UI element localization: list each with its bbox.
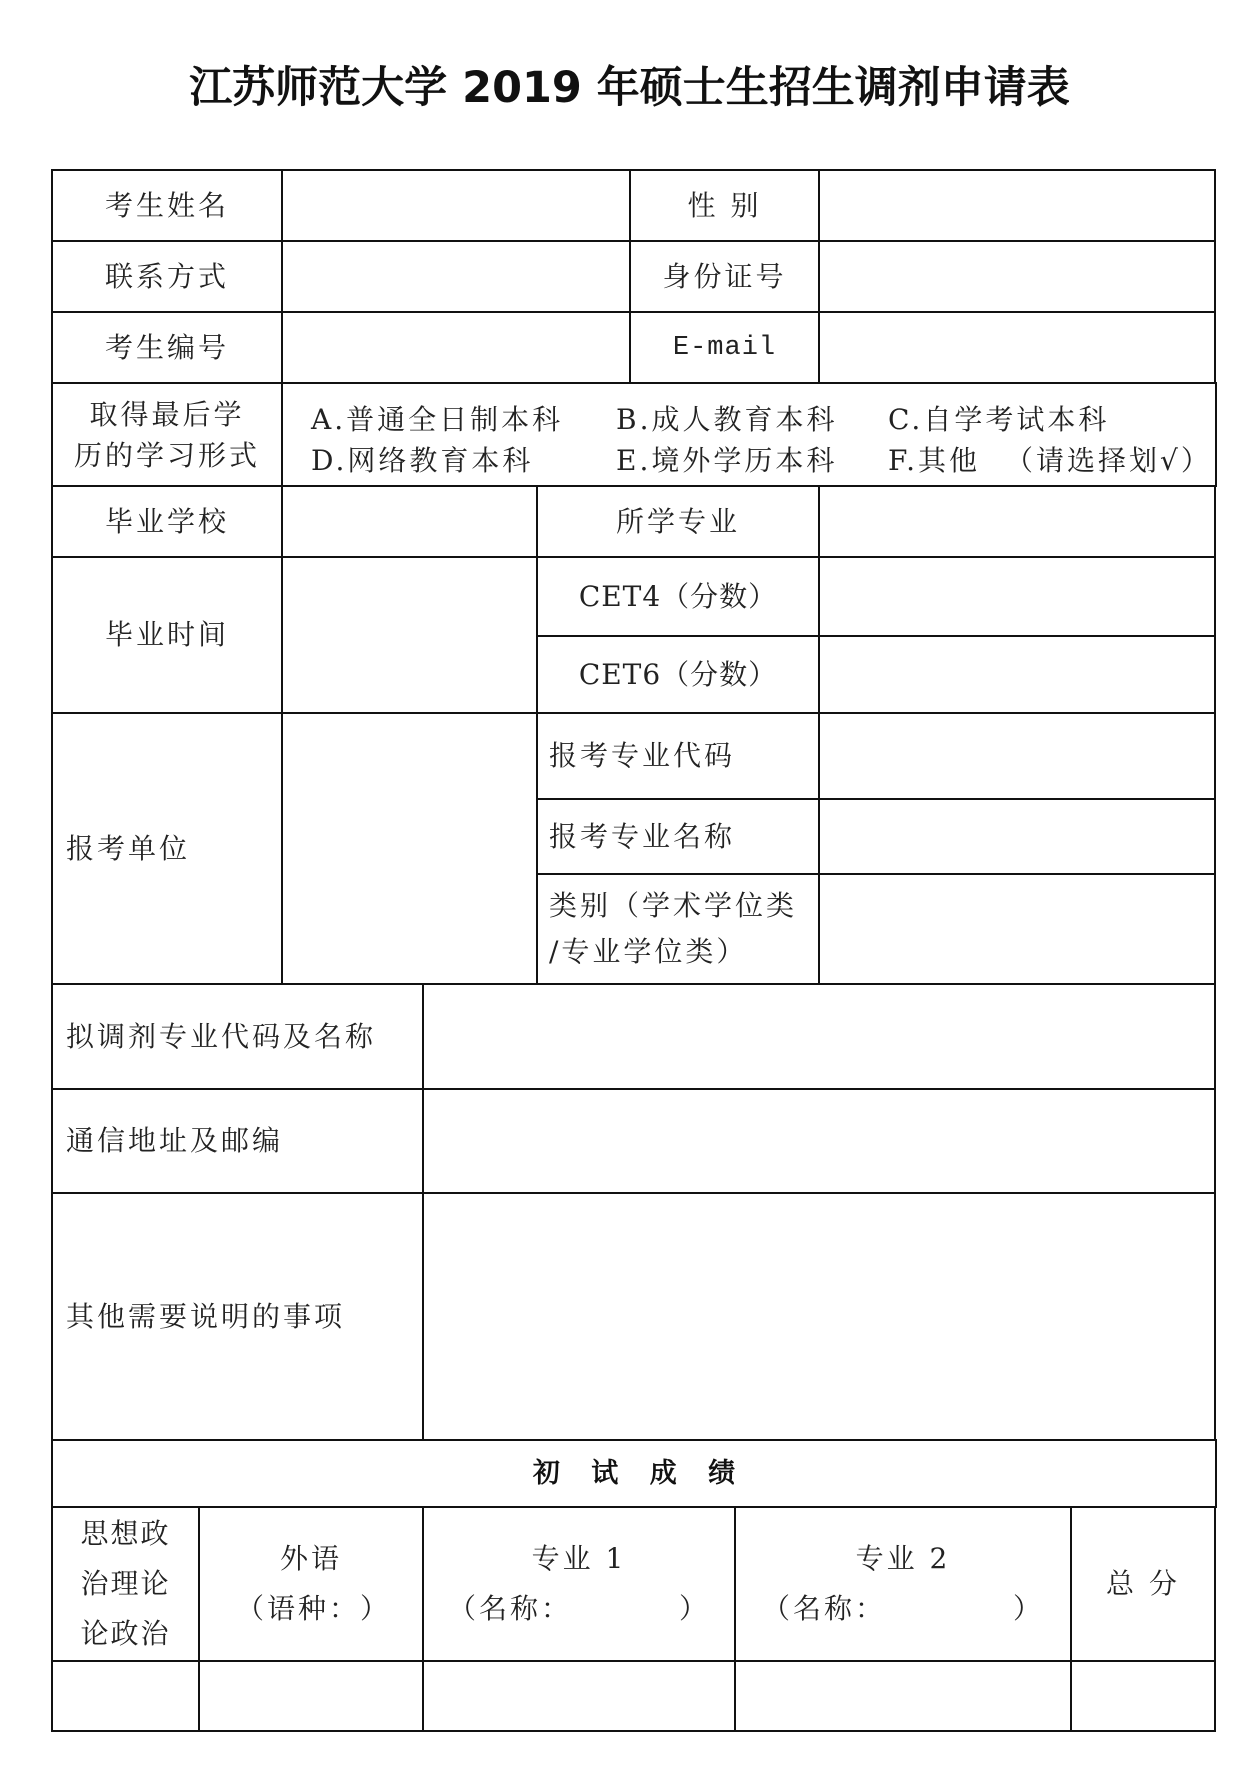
major-2-name-open: （名称： — [762, 1592, 887, 1625]
politics-label-line-1: 思想政 — [80, 1517, 171, 1550]
education-form-label — [51, 382, 283, 487]
degree-category-label — [536, 873, 820, 985]
score-header-major-2 — [734, 1506, 1072, 1662]
score-header-total: 总 分 — [1070, 1506, 1216, 1662]
preliminary-scores-section — [51, 1439, 1217, 1508]
cet4-label: CET4（分数） — [536, 556, 820, 637]
email-label: E-mail — [629, 311, 820, 384]
foreign-language-type — [236, 1584, 392, 1634]
address-label: 通信地址及邮编 — [51, 1088, 424, 1194]
option-e: E.境外学历本科 — [616, 444, 838, 477]
cet6-field — [818, 635, 1216, 714]
applied-unit-field — [281, 712, 538, 985]
applied-unit-label: 报考单位 — [51, 712, 283, 985]
cet6-label: CET6（分数） — [536, 635, 820, 714]
foreign-language-type-close: ） — [360, 1592, 392, 1625]
major-1-score-field — [422, 1660, 736, 1732]
major-2-name — [762, 1584, 1044, 1634]
form-title: 江苏师范大学 2019 年硕士生招生调剂申请表 — [189, 63, 1070, 113]
major-field — [818, 485, 1216, 558]
notes-field — [422, 1192, 1216, 1441]
education-form-label-line-2: 历的学习形式 — [73, 438, 260, 472]
degree-category-label-line-2: /专业学位类） — [549, 935, 748, 968]
option-f: F.其他 — [888, 444, 980, 477]
major-1-label: 专业 1 — [531, 1542, 627, 1575]
address-field — [422, 1088, 1216, 1194]
major-2-score-field — [734, 1660, 1072, 1732]
politics-label-line-3: 论政治 — [80, 1617, 171, 1650]
foreign-language-type-open: （语种： — [236, 1592, 361, 1625]
option-b: B.成人教育本科 — [616, 403, 838, 436]
politics-label-line-2: 治理论 — [80, 1567, 171, 1600]
applied-major-name-field — [818, 798, 1216, 875]
exam-number-label: 考生编号 — [51, 311, 283, 384]
id-number-label: 身份证号 — [629, 240, 820, 313]
selection-instruction: （请选择划√） — [1005, 444, 1212, 477]
section-title: 初 试 成 绩 — [532, 1457, 736, 1489]
score-header-foreign-language — [198, 1506, 424, 1662]
name-label: 考生姓名 — [51, 169, 283, 242]
gender-label: 性 别 — [629, 169, 820, 242]
contact-field — [281, 240, 631, 313]
target-major-label: 拟调剂专业代码及名称 — [51, 983, 424, 1090]
applied-major-name-label: 报考专业名称 — [536, 798, 820, 875]
applied-major-code-label: 报考专业代码 — [536, 712, 820, 800]
option-a: A.普通全日制本科 — [311, 403, 564, 436]
option-c: C.自学考试本科 — [888, 403, 1110, 436]
foreign-language-label: 外语 — [279, 1542, 342, 1575]
score-header-politics — [51, 1506, 200, 1662]
major-label: 所学专业 — [536, 485, 820, 558]
exam-number-field — [281, 311, 631, 384]
politics-score-field — [51, 1660, 200, 1732]
name-field — [281, 169, 631, 242]
graduation-time-label: 毕业时间 — [51, 556, 283, 714]
major-2-name-close: ） — [1012, 1592, 1044, 1625]
education-form-options — [281, 382, 1217, 487]
major-1-name-close: ） — [678, 1592, 710, 1625]
email-field — [818, 311, 1216, 384]
education-form-label-line-1: 取得最后学 — [89, 397, 245, 431]
contact-label: 联系方式 — [51, 240, 283, 313]
degree-category-field — [818, 873, 1216, 985]
notes-label: 其他需要说明的事项 — [51, 1192, 424, 1441]
foreign-language-score-field — [198, 1660, 424, 1732]
id-number-field — [818, 240, 1216, 313]
total-score-field — [1070, 1660, 1216, 1732]
target-major-field — [422, 983, 1216, 1090]
score-header-major-1 — [422, 1506, 736, 1662]
major-1-name-open: （名称： — [448, 1592, 573, 1625]
school-field — [281, 485, 538, 558]
major-1-name — [448, 1584, 710, 1634]
degree-category-label-line-1: 类别（学术学位类 — [549, 889, 798, 922]
school-label: 毕业学校 — [51, 485, 283, 558]
option-d: D.网络教育本科 — [311, 444, 534, 477]
major-2-label: 专业 2 — [855, 1542, 951, 1575]
cet4-field — [818, 556, 1216, 637]
graduation-time-field — [281, 556, 538, 714]
applied-major-code-field — [818, 712, 1216, 800]
gender-field — [818, 169, 1216, 242]
